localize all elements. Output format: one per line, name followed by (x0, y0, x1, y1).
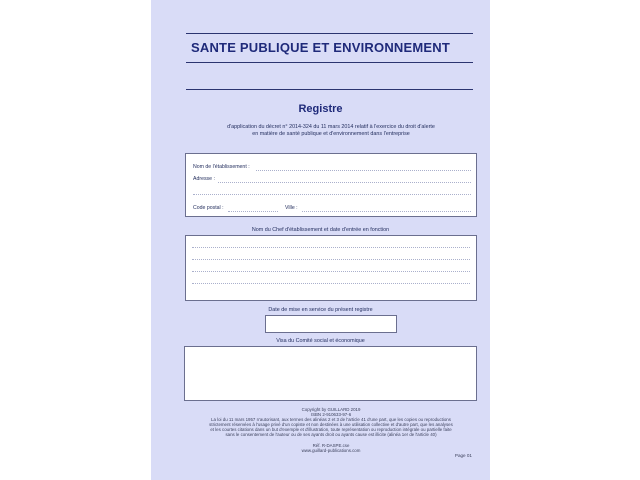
postal-code-label: Code postal : (193, 205, 224, 211)
footer-legal (191, 407, 471, 437)
postal-code-field[interactable] (228, 211, 278, 212)
register-title: Registre (298, 103, 343, 115)
footer-ref (191, 443, 471, 453)
title-rule-top (186, 33, 473, 34)
address-label: Adresse : (193, 176, 215, 182)
legal-line-1: La loi du 11 mars 1957 n'autorisant, aux termes des alinéas 2 et 3 de l'article 41 d'une part, que les copies ou reproductions (211, 417, 451, 422)
establishment-name-field[interactable] (256, 170, 471, 171)
address-field-line-1[interactable] (218, 182, 471, 183)
establishment-box (185, 153, 477, 217)
register-subtitle (191, 124, 471, 137)
page-number: Page 01 (454, 453, 472, 458)
subtitle-line-1: d'application du décret n° 2014-324 du 11 mars 2014 relatif à l'exercice du droit d'alerte (227, 124, 435, 130)
committee-visa-box[interactable] (184, 346, 477, 401)
page-title: SANTE PUBLIQUE ET ENVIRONNEMENT (191, 40, 450, 55)
title-rule-bottom (186, 62, 473, 63)
manager-line-3 (192, 271, 470, 272)
legal-line-3: et les courtes citations dans un but d'exemple et d'illustration, toute représentation ou reproduction intégrale ou partielle faite (210, 427, 452, 432)
legal-line-4: sans le consentement de l'auteur ou de ses ayants droit ou ayants cause est illicite (alinéa 1er de l'article 40) (225, 432, 437, 437)
manager-box[interactable] (185, 235, 477, 301)
manager-caption: Nom du Chef d'établissement et date d'entrée en fonction (251, 227, 390, 233)
isbn: ISBN 2-910633-97-6 (310, 412, 352, 417)
service-date-caption: Date de mise en service du présent registre (268, 307, 373, 313)
city-field[interactable] (302, 211, 471, 212)
committee-caption: Visa du Comité social et économique (276, 338, 365, 344)
legal-line-2: strictement réservées à l'usage privé d'un copiste et non destinées à une utilisation collective et d'autre part, que les analyses (209, 422, 453, 427)
service-date-field[interactable] (265, 315, 397, 333)
subtitle-line-2: en matière de santé publique et d'environnement dans l'entreprise (252, 130, 410, 137)
website-link[interactable]: www.guillard-publications.com (301, 448, 361, 453)
register-page (151, 0, 490, 480)
manager-line-1 (192, 247, 470, 248)
manager-line-4 (192, 283, 470, 284)
manager-line-2 (192, 259, 470, 260)
copyright: Copyright by GUILLARD 2019 (301, 407, 361, 412)
address-field-line-2[interactable] (193, 194, 471, 195)
establishment-name-label: Nom de l'établissement : (193, 164, 250, 170)
reference: Réf. R-DASPE.cse (312, 443, 350, 448)
section-divider (186, 89, 473, 90)
city-label: Ville : (285, 205, 298, 211)
